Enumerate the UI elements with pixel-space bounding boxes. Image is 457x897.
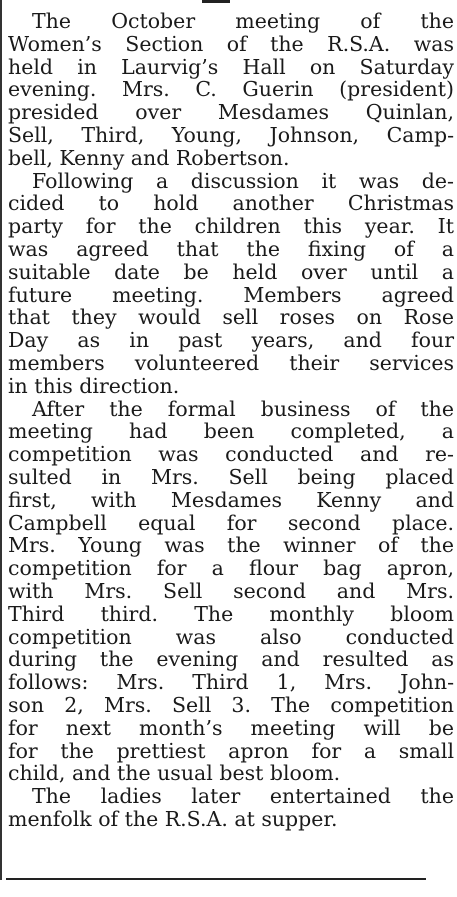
paragraph-4 [8, 785, 454, 831]
text-line: for next month’s meeting will be [8, 715, 454, 740]
text-line: members volunteered their services [8, 350, 454, 375]
text-line: that they would sell roses on Rose [8, 305, 454, 330]
text-line: competition was also conducted [8, 624, 454, 649]
paragraph-3 [8, 398, 454, 786]
text-line: during the evening and resulted as [8, 647, 454, 672]
text-line: cided to hold another Christmas [8, 191, 454, 216]
text-line: Third third. The monthly bloom [8, 601, 454, 626]
text-line: bell, Kenny and Robertson. [8, 145, 290, 170]
paragraph-1 [8, 10, 454, 170]
top-rule [202, 0, 230, 3]
text-line: follows: Mrs. Third 1, Mrs. John- [8, 670, 454, 695]
text-line: Campbell equal for second place. [8, 510, 454, 535]
text-line: son 2, Mrs. Sell 3. The competition [8, 692, 454, 717]
text-line: Day as in past years, and four [8, 328, 454, 353]
text-line: competition for a flour bag apron, [8, 556, 454, 581]
text-line: menfolk of the R.S.A. at supper. [8, 806, 338, 831]
text-line: presided over Mesdames Quinlan, [8, 100, 454, 125]
text-line: Sell, Third, Young, Johnson, Camp- [8, 122, 454, 147]
text-line: Mrs. Young was the winner of the [8, 533, 454, 558]
text-line: party for the children this year. It [8, 214, 454, 239]
text-line: evening. Mrs. C. Guerin (president) [8, 77, 454, 102]
bottom-rule [6, 878, 426, 880]
column-rule [0, 0, 2, 880]
text-line: held in Laurvig’s Hall on Saturday [8, 54, 454, 79]
text-line: with Mrs. Sell second and Mrs. [8, 578, 454, 603]
text-line: After the formal business of the [32, 396, 454, 421]
text-line: future meeting. Members agreed [8, 282, 454, 307]
text-line: child, and the usual best bloom. [8, 761, 341, 786]
text-line: suitable date be held over until a [8, 259, 454, 284]
text-line: in this direction. [8, 373, 180, 398]
text-line: first, with Mesdames Kenny and [8, 487, 454, 512]
paragraph-2 [8, 170, 454, 398]
text-line: was agreed that the fixing of a [8, 236, 454, 261]
text-line: Women’s Section of the R.S.A. was [8, 31, 454, 56]
text-line: competition was conducted and re- [8, 442, 454, 467]
text-line: Following a discussion it was de- [32, 168, 454, 193]
text-line: The October meeting of the [32, 9, 454, 33]
article-body [8, 10, 454, 831]
text-line: meeting had been completed, a [8, 419, 454, 444]
text-line: for the prettiest apron for a small [8, 738, 454, 763]
text-line: The ladies later entertained the [32, 784, 454, 809]
text-line: sulted in Mrs. Sell being placed [8, 464, 454, 489]
